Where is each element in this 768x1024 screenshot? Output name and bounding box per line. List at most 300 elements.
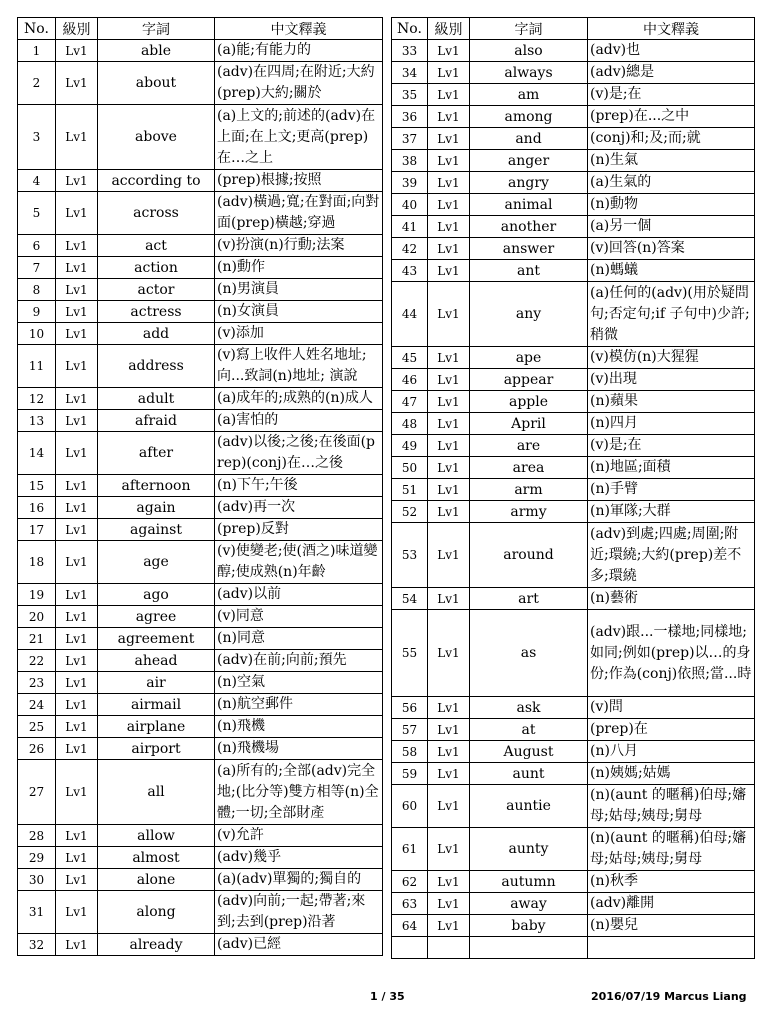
entry-level: Lv1 xyxy=(56,170,98,192)
table-row xyxy=(18,301,383,323)
entry-word: actress xyxy=(98,301,215,323)
entry-number xyxy=(392,937,428,959)
entry-level: Lv1 xyxy=(56,497,98,519)
entry-number: 51 xyxy=(392,479,428,501)
entry-word: after xyxy=(98,432,215,475)
entry-definition: (n)航空郵件 xyxy=(215,694,383,716)
table-row xyxy=(392,282,755,347)
entry-word: animal xyxy=(470,194,588,216)
table-row xyxy=(392,741,755,763)
entry-definition: (a)成年的;成熟的(n)成人 xyxy=(215,388,383,410)
entry-number: 25 xyxy=(18,716,56,738)
entry-number: 55 xyxy=(392,610,428,697)
entry-number: 33 xyxy=(392,40,428,62)
entry-definition: (adv)總是 xyxy=(588,62,755,84)
table-row xyxy=(392,369,755,391)
header-level: 級別 xyxy=(56,18,98,40)
entry-definition: (adv)離開 xyxy=(588,893,755,915)
entry-number: 11 xyxy=(18,345,56,388)
entry-definition: (adv)也 xyxy=(588,40,755,62)
footer-date-author: 2016/07/19 Marcus Liang xyxy=(591,990,747,1003)
entry-word: arm xyxy=(470,479,588,501)
entry-word: answer xyxy=(470,238,588,260)
entry-level: Lv1 xyxy=(428,828,470,871)
entry-number: 13 xyxy=(18,410,56,432)
table-row xyxy=(392,260,755,282)
entry-definition: (adv)到處;四處;周圍;附近;環繞;大約(prep)差不多;環繞 xyxy=(588,523,755,588)
entry-number: 52 xyxy=(392,501,428,523)
entry-number: 22 xyxy=(18,650,56,672)
table-row xyxy=(392,457,755,479)
entry-number: 48 xyxy=(392,413,428,435)
entry-definition: (v)允許 xyxy=(215,825,383,847)
table-row xyxy=(18,192,383,235)
entry-word: always xyxy=(470,62,588,84)
entry-number: 12 xyxy=(18,388,56,410)
table-row xyxy=(18,606,383,628)
table-row xyxy=(392,697,755,719)
entry-level: Lv1 xyxy=(56,475,98,497)
table-row xyxy=(392,828,755,871)
entry-word: aunty xyxy=(470,828,588,871)
entry-level: Lv1 xyxy=(428,915,470,937)
entry-definition: (a)任何的(adv)(用於疑問句;否定句;if 子句中)少許;稍微 xyxy=(588,282,755,347)
entry-number: 40 xyxy=(392,194,428,216)
entry-word: air xyxy=(98,672,215,694)
entry-number: 10 xyxy=(18,323,56,345)
entry-definition: (n)下午;午後 xyxy=(215,475,383,497)
entry-word: airport xyxy=(98,738,215,760)
entry-level: Lv1 xyxy=(428,369,470,391)
header-definition: 中文釋義 xyxy=(588,18,755,40)
entry-number: 61 xyxy=(392,828,428,871)
entry-definition: (n)八月 xyxy=(588,741,755,763)
entry-definition: (adv)在四周;在附近;大約(prep)大約;關於 xyxy=(215,62,383,105)
entry-level: Lv1 xyxy=(56,716,98,738)
entry-number: 43 xyxy=(392,260,428,282)
table-row xyxy=(392,479,755,501)
entry-word: auntie xyxy=(470,785,588,828)
entry-level: Lv1 xyxy=(56,934,98,956)
entry-word: area xyxy=(470,457,588,479)
entry-definition: (prep)反對 xyxy=(215,519,383,541)
entry-level: Lv1 xyxy=(428,391,470,413)
entry-word: among xyxy=(470,106,588,128)
entry-level: Lv1 xyxy=(428,128,470,150)
entry-number: 24 xyxy=(18,694,56,716)
header-definition: 中文釋義 xyxy=(215,18,383,40)
entry-number: 5 xyxy=(18,192,56,235)
entry-level: Lv1 xyxy=(56,584,98,606)
vocab-table-right xyxy=(391,17,755,959)
entry-level: Lv1 xyxy=(428,719,470,741)
entry-number: 9 xyxy=(18,301,56,323)
entry-word: age xyxy=(98,541,215,584)
entry-definition: (v)是;在 xyxy=(588,435,755,457)
entry-number: 54 xyxy=(392,588,428,610)
entry-definition: (n)藝術 xyxy=(588,588,755,610)
entry-number: 50 xyxy=(392,457,428,479)
entry-definition: (n)手臂 xyxy=(588,479,755,501)
entry-level: Lv1 xyxy=(428,697,470,719)
entry-level: Lv1 xyxy=(428,40,470,62)
table-row xyxy=(18,279,383,301)
entry-definition: (n)軍隊;大群 xyxy=(588,501,755,523)
entry-word: army xyxy=(470,501,588,523)
entry-word: afternoon xyxy=(98,475,215,497)
entry-word: and xyxy=(470,128,588,150)
entry-word: allow xyxy=(98,825,215,847)
table-row xyxy=(18,738,383,760)
entry-word: angry xyxy=(470,172,588,194)
table-row xyxy=(392,62,755,84)
entry-definition: (n)秋季 xyxy=(588,871,755,893)
entry-level: Lv1 xyxy=(428,282,470,347)
entry-level: Lv1 xyxy=(428,347,470,369)
table-row xyxy=(392,106,755,128)
table-row xyxy=(18,235,383,257)
entry-word: almost xyxy=(98,847,215,869)
entry-number: 21 xyxy=(18,628,56,650)
header-word: 字詞 xyxy=(98,18,215,40)
table-row xyxy=(392,150,755,172)
entry-number: 29 xyxy=(18,847,56,869)
entry-number: 1 xyxy=(18,40,56,62)
table-row xyxy=(18,105,383,170)
entry-definition xyxy=(588,937,755,959)
table-header-row xyxy=(18,18,383,40)
table-row xyxy=(392,194,755,216)
entry-definition: (n)動作 xyxy=(215,257,383,279)
table-row xyxy=(18,323,383,345)
entry-number: 49 xyxy=(392,435,428,457)
entry-level: Lv1 xyxy=(428,893,470,915)
entry-word: anger xyxy=(470,150,588,172)
entry-definition: (a)生氣的 xyxy=(588,172,755,194)
entry-number: 16 xyxy=(18,497,56,519)
table-row xyxy=(18,519,383,541)
entry-word: along xyxy=(98,891,215,934)
entry-definition: (n)飛機 xyxy=(215,716,383,738)
entry-definition: (n)地區;面積 xyxy=(588,457,755,479)
entry-definition: (adv)已經 xyxy=(215,934,383,956)
table-row xyxy=(392,763,755,785)
table-row xyxy=(18,760,383,825)
table-row xyxy=(18,672,383,694)
entry-word: airmail xyxy=(98,694,215,716)
entry-level: Lv1 xyxy=(428,501,470,523)
entry-level: Lv1 xyxy=(56,891,98,934)
entry-number: 8 xyxy=(18,279,56,301)
entry-number: 59 xyxy=(392,763,428,785)
table-row xyxy=(392,501,755,523)
table-row xyxy=(392,610,755,697)
entry-level: Lv1 xyxy=(56,541,98,584)
entry-definition: (a)害怕的 xyxy=(215,410,383,432)
header-no: No. xyxy=(392,18,428,40)
table-row xyxy=(392,238,755,260)
entry-level: Lv1 xyxy=(56,694,98,716)
entry-word: again xyxy=(98,497,215,519)
entry-definition: (adv)幾乎 xyxy=(215,847,383,869)
entry-definition: (v)使變老;使(酒之)味道變醇;使成熟(n)年齡 xyxy=(215,541,383,584)
entry-word: around xyxy=(470,523,588,588)
table-row xyxy=(18,650,383,672)
entry-word: also xyxy=(470,40,588,62)
entry-level: Lv1 xyxy=(56,279,98,301)
entry-level: Lv1 xyxy=(56,606,98,628)
entry-definition: (v)同意 xyxy=(215,606,383,628)
entry-word: April xyxy=(470,413,588,435)
entry-word: according to xyxy=(98,170,215,192)
entry-word: able xyxy=(98,40,215,62)
entry-definition: (adv)向前;一起;帶著;來到;去到(prep)沿著 xyxy=(215,891,383,934)
table-row xyxy=(392,216,755,238)
entry-definition: (n)嬰兒 xyxy=(588,915,755,937)
entry-number: 27 xyxy=(18,760,56,825)
entry-level: Lv1 xyxy=(56,628,98,650)
entry-level: Lv1 xyxy=(428,260,470,282)
table-row xyxy=(18,40,383,62)
entry-level: Lv1 xyxy=(428,785,470,828)
entry-number: 4 xyxy=(18,170,56,192)
entry-definition: (n)生氣 xyxy=(588,150,755,172)
entry-level: Lv1 xyxy=(428,457,470,479)
entry-word: actor xyxy=(98,279,215,301)
table-row xyxy=(392,391,755,413)
table-row xyxy=(18,716,383,738)
table-row xyxy=(18,432,383,475)
entry-level: Lv1 xyxy=(428,413,470,435)
header-level: 級別 xyxy=(428,18,470,40)
entry-word: ant xyxy=(470,260,588,282)
entry-definition: (adv)以後;之後;在後面(prep)(conj)在…之後 xyxy=(215,432,383,475)
entry-level: Lv1 xyxy=(56,345,98,388)
entry-number: 64 xyxy=(392,915,428,937)
entry-level: Lv1 xyxy=(56,738,98,760)
entry-number: 14 xyxy=(18,432,56,475)
table-row xyxy=(392,871,755,893)
entry-definition: (v)扮演(n)行動;法案 xyxy=(215,235,383,257)
entry-definition: (v)模仿(n)大猩猩 xyxy=(588,347,755,369)
entry-word xyxy=(470,937,588,959)
entry-word: another xyxy=(470,216,588,238)
table-row xyxy=(392,413,755,435)
entry-level: Lv1 xyxy=(428,172,470,194)
table-row xyxy=(18,541,383,584)
entry-number: 45 xyxy=(392,347,428,369)
entry-number: 38 xyxy=(392,150,428,172)
entry-word: adult xyxy=(98,388,215,410)
entry-word: add xyxy=(98,323,215,345)
table-row xyxy=(18,847,383,869)
entry-definition: (n)姨媽;姑媽 xyxy=(588,763,755,785)
entry-number: 57 xyxy=(392,719,428,741)
entry-definition: (n)(aunt 的暱稱)伯母;嬸母;姑母;姨母;舅母 xyxy=(588,828,755,871)
entry-number: 20 xyxy=(18,606,56,628)
table-row xyxy=(392,172,755,194)
entry-word: act xyxy=(98,235,215,257)
entry-definition: (n)蘋果 xyxy=(588,391,755,413)
entry-level: Lv1 xyxy=(56,301,98,323)
entry-word: above xyxy=(98,105,215,170)
table-row xyxy=(392,40,755,62)
entry-number: 23 xyxy=(18,672,56,694)
entry-number: 53 xyxy=(392,523,428,588)
entry-word: alone xyxy=(98,869,215,891)
entry-level: Lv1 xyxy=(56,192,98,235)
entry-number: 18 xyxy=(18,541,56,584)
table-row xyxy=(18,891,383,934)
entry-number: 3 xyxy=(18,105,56,170)
entry-level: Lv1 xyxy=(428,588,470,610)
table-row xyxy=(392,588,755,610)
table-header-row xyxy=(392,18,755,40)
entry-definition: (v)回答(n)答案 xyxy=(588,238,755,260)
entry-number: 32 xyxy=(18,934,56,956)
entry-definition: (n)女演員 xyxy=(215,301,383,323)
table-row xyxy=(392,785,755,828)
table-row xyxy=(18,170,383,192)
vocab-table-left xyxy=(17,17,383,956)
entry-number: 26 xyxy=(18,738,56,760)
entry-level: Lv1 xyxy=(428,238,470,260)
entry-word: August xyxy=(470,741,588,763)
entry-number: 34 xyxy=(392,62,428,84)
entry-word: all xyxy=(98,760,215,825)
entry-word: apple xyxy=(470,391,588,413)
table-row xyxy=(392,893,755,915)
entry-word: across xyxy=(98,192,215,235)
table-row xyxy=(18,345,383,388)
entry-word: ahead xyxy=(98,650,215,672)
entry-definition: (adv)跟...一樣地;同樣地;如同;例如(prep)以…的身份;作為(conj)依照;當...時 xyxy=(588,610,755,697)
entry-level: Lv1 xyxy=(428,216,470,238)
table-row xyxy=(392,523,755,588)
entry-level: Lv1 xyxy=(56,869,98,891)
entry-definition: (adv)以前 xyxy=(215,584,383,606)
table-row xyxy=(18,475,383,497)
entry-level: Lv1 xyxy=(428,150,470,172)
entry-definition: (conj)和;及;而;就 xyxy=(588,128,755,150)
table-row xyxy=(392,347,755,369)
entry-level: Lv1 xyxy=(56,650,98,672)
entry-level: Lv1 xyxy=(428,741,470,763)
entry-definition: (prep)在 xyxy=(588,719,755,741)
entry-definition: (adv)再一次 xyxy=(215,497,383,519)
entry-number: 63 xyxy=(392,893,428,915)
entry-number: 35 xyxy=(392,84,428,106)
entry-word: afraid xyxy=(98,410,215,432)
entry-number: 56 xyxy=(392,697,428,719)
entry-level: Lv1 xyxy=(56,388,98,410)
entry-number: 19 xyxy=(18,584,56,606)
entry-level: Lv1 xyxy=(56,40,98,62)
entry-number: 62 xyxy=(392,871,428,893)
entry-word: already xyxy=(98,934,215,956)
entry-level: Lv1 xyxy=(56,105,98,170)
entry-definition: (a)所有的;全部(adv)完全地;(比分等)雙方相等(n)全體;一切;全部財產 xyxy=(215,760,383,825)
entry-definition: (v)問 xyxy=(588,697,755,719)
entry-number: 31 xyxy=(18,891,56,934)
entry-definition: (a)上文的;前述的(adv)在上面;在上文;更高(prep)在…之上 xyxy=(215,105,383,170)
entry-level: Lv1 xyxy=(56,323,98,345)
entry-level xyxy=(428,937,470,959)
table-row xyxy=(18,584,383,606)
entry-level: Lv1 xyxy=(56,672,98,694)
entry-level: Lv1 xyxy=(428,106,470,128)
entry-level: Lv1 xyxy=(56,825,98,847)
entry-number: 2 xyxy=(18,62,56,105)
entry-definition: (v)出現 xyxy=(588,369,755,391)
entry-definition: (prep)在...之中 xyxy=(588,106,755,128)
table-row xyxy=(392,435,755,457)
entry-definition: (n)飛機場 xyxy=(215,738,383,760)
entry-word: autumn xyxy=(470,871,588,893)
table-row xyxy=(18,934,383,956)
entry-level: Lv1 xyxy=(428,871,470,893)
entry-word: agreement xyxy=(98,628,215,650)
entry-number: 47 xyxy=(392,391,428,413)
entry-level: Lv1 xyxy=(428,479,470,501)
table-row xyxy=(18,869,383,891)
entry-level: Lv1 xyxy=(428,523,470,588)
entry-word: ago xyxy=(98,584,215,606)
entry-level: Lv1 xyxy=(56,235,98,257)
entry-word: airplane xyxy=(98,716,215,738)
entry-level: Lv1 xyxy=(56,62,98,105)
entry-word: address xyxy=(98,345,215,388)
table-row xyxy=(18,62,383,105)
table-row xyxy=(392,937,755,959)
entry-number: 6 xyxy=(18,235,56,257)
entry-number: 30 xyxy=(18,869,56,891)
entry-word: art xyxy=(470,588,588,610)
entry-level: Lv1 xyxy=(428,62,470,84)
entry-definition: (n)動物 xyxy=(588,194,755,216)
entry-level: Lv1 xyxy=(428,435,470,457)
page-number: 1 / 35 xyxy=(370,990,405,1003)
entry-number: 58 xyxy=(392,741,428,763)
entry-number: 15 xyxy=(18,475,56,497)
entry-definition: (v)寫上收件人姓名地址;向...致詞(n)地址; 演說 xyxy=(215,345,383,388)
entry-definition: (adv)橫過;寬;在對面;向對面(prep)橫越;穿過 xyxy=(215,192,383,235)
entry-number: 7 xyxy=(18,257,56,279)
entry-level: Lv1 xyxy=(56,257,98,279)
entry-definition: (n)(aunt 的暱稱)伯母;嬸母;姑母;姨母;舅母 xyxy=(588,785,755,828)
entry-number: 44 xyxy=(392,282,428,347)
entry-word: baby xyxy=(470,915,588,937)
table-row xyxy=(392,128,755,150)
entry-definition: (n)螞蟻 xyxy=(588,260,755,282)
entry-word: about xyxy=(98,62,215,105)
table-row xyxy=(18,694,383,716)
header-word: 字詞 xyxy=(470,18,588,40)
entry-definition: (v)是;在 xyxy=(588,84,755,106)
entry-level: Lv1 xyxy=(56,410,98,432)
entry-level: Lv1 xyxy=(428,84,470,106)
table-row xyxy=(18,257,383,279)
entry-definition: (n)空氣 xyxy=(215,672,383,694)
entry-definition: (prep)根據;按照 xyxy=(215,170,383,192)
entry-definition: (n)同意 xyxy=(215,628,383,650)
entry-level: Lv1 xyxy=(56,432,98,475)
entry-number: 60 xyxy=(392,785,428,828)
entry-word: as xyxy=(470,610,588,697)
entry-number: 42 xyxy=(392,238,428,260)
entry-level: Lv1 xyxy=(428,194,470,216)
table-row xyxy=(18,628,383,650)
